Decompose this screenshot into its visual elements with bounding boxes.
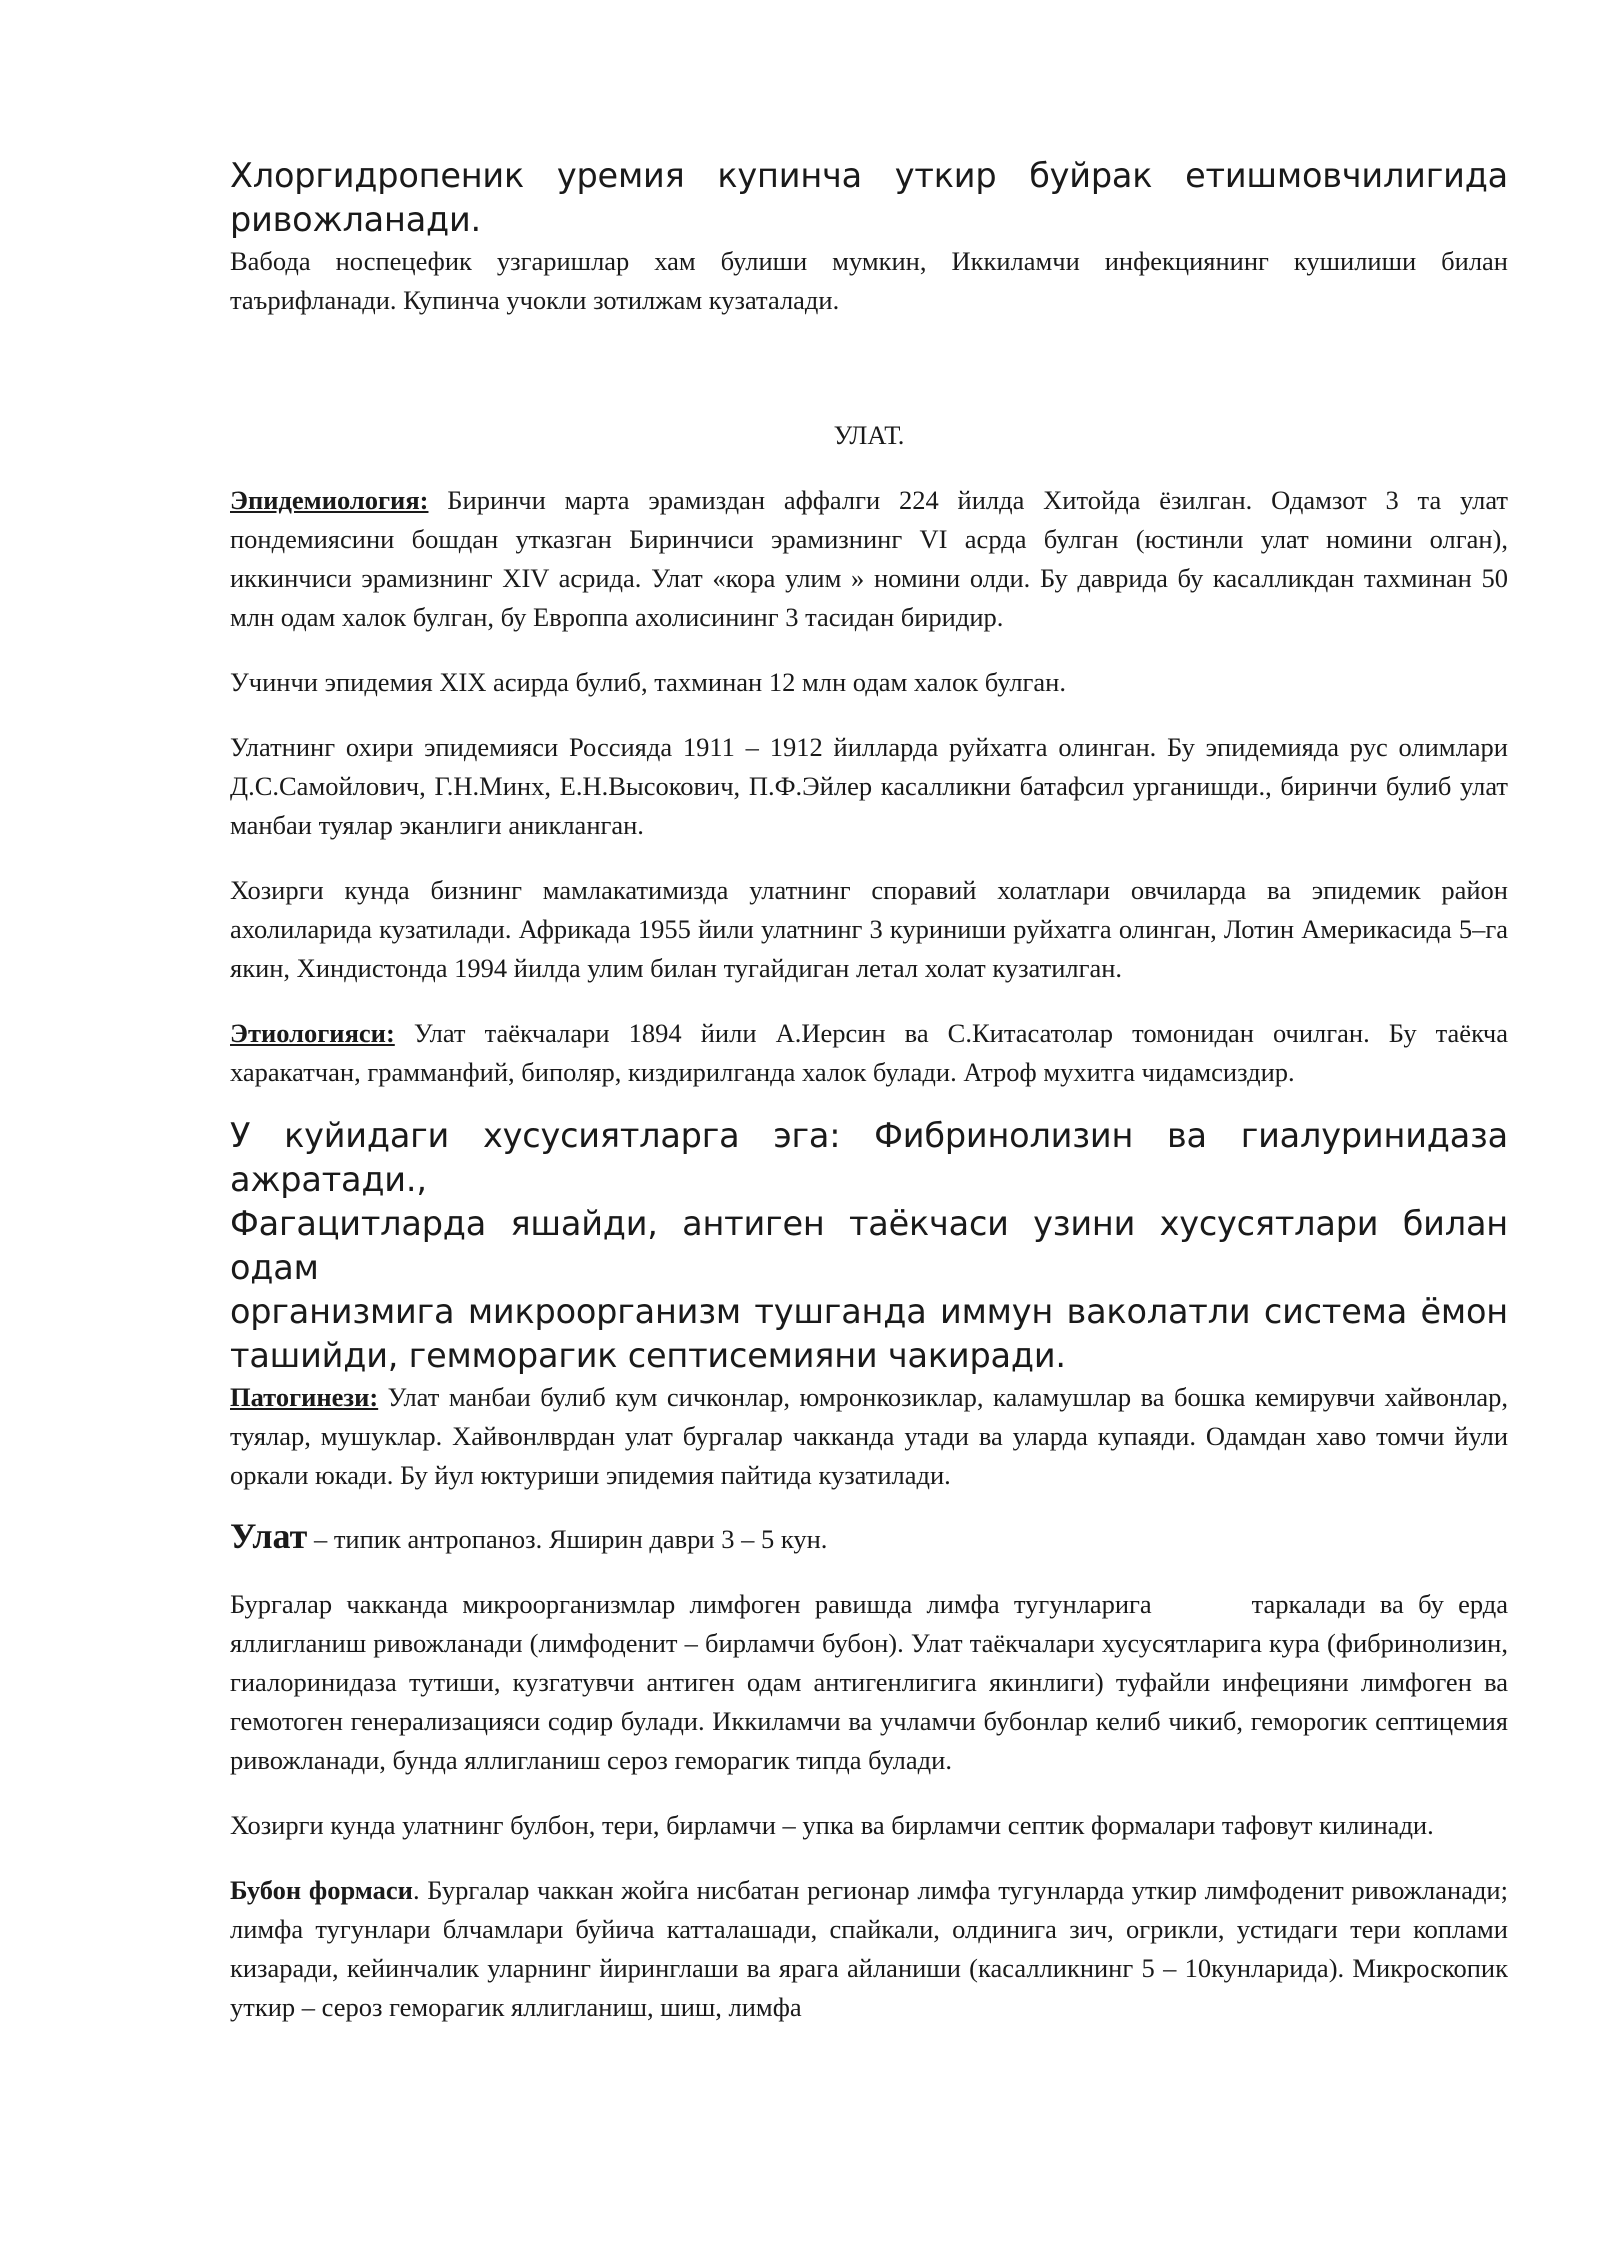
paragraph-third-epidemic: Учинчи эпидемия XIX асирда булиб, тахминан 12 млн одам халок булган. <box>230 667 1066 697</box>
pathogenesis-text: Улат манбаи булиб кум сичконлар, юмронкозиклар, каламушлар ва бошка кемирувчи хайвонлар, туялар, мушуклар. Хайвонлврдан улат бургалар чакканда утади ва уларда купаяди. Одамдан хаво томчи йули оркали юкади. Бу йул юктуриши эпидемия пайтида кузатилади. <box>230 1382 1508 1490</box>
properties-line-4: ташийди, гемморагик септисемияни чакиради. <box>230 1336 1066 1375</box>
epidemiology-heading: Эпидемиология: <box>230 485 429 515</box>
properties-line-1: У куйидаги хусусиятларга эга: Фибринолизин ва гиалуринидаза ажратади., <box>230 1116 1508 1199</box>
ulat-heading: Улат <box>230 1516 308 1556</box>
paragraph-uremia <box>230 154 1508 242</box>
paragraph-pathogenesis <box>230 1378 1508 1495</box>
paragraph-bubon <box>230 1871 1508 2027</box>
paragraph-forms: Хозирги кунда улатнинг булбон, тери, бирламчи – упка ва бирламчи септик формалари тафовут килинади. <box>230 1810 1434 1840</box>
etiology-heading: Этиологияси: <box>230 1018 395 1048</box>
paragraph-properties <box>230 1114 1508 1378</box>
bubon-text: . Бургалар чаккан жойга нисбатан регионар лимфа тугунларда уткир лимфоденит ривожланади; лимфа тугунлари блчамлари буйича катталашади, спайкали, олдинига зич, огрикли, устидаги тери коплами кизаради, кейинчалик уларнинг йиринглаши ва ярага айланиши (касалликнинг 5 – 10кунларида). Микроскопик уткир – сероз геморагик яллигланиш, шиш, лимфа <box>230 1875 1508 2022</box>
properties-line-2: Фагацитларда яшайди, антиген таёкчаси узини хусусятлари билан одам <box>230 1204 1508 1287</box>
properties-line-3: организмига микроорганизм тушганда иммун ваколатли система ёмон <box>230 1292 1508 1331</box>
pathogenesis-heading: Патогинези: <box>230 1382 379 1412</box>
paragraph-ulat-type <box>230 1517 1508 1559</box>
document-body <box>230 150 1515 2027</box>
section-title: УЛАТ. <box>833 420 905 450</box>
paragraph-nonspecific: Вабода носпецефик узгаришлар хам булиши мумкин, Иккиламчи инфекциянинг кушилиши билан таърифланади. Купинча учокли зотилжам кузаталади. <box>230 246 1508 315</box>
ulat-text: – типик антропаноз. Яширин даври 3 – 5 кун. <box>307 1524 828 1554</box>
etiology-text: Улат таёкчалари 1894 йили А.Иерсин ва С.Китасатолар томонидан очилган. Бу таёкча харакатчан, грамманфий, биполяр, киздирилганда халок булади. Атроф мухитга чидамсиздир. <box>230 1018 1508 1087</box>
bubon-heading: Бубон формаси <box>230 1875 413 1905</box>
paragraph-fleas: Бургалар чакканда микроорганизмлар лимфоген равишда лимфа тугунларига таркалади ва бу ерда яллигланиш ривожланади (лимфоденит – бирламчи бубон). Улат таёкчалари хусусятларига кура (фибринолизин, гиалоринидаза тутиши, кузгатувчи антиген одам антигенлигига якинлиги) туфайли инфецияни лимфоген ва гемотоген генерализацияси содир булади. Иккиламчи ва учламчи бубонлар келиб чикиб, геморогик септицемия ривожланади, бунда яллигланиш сероз геморагик типда булади. <box>230 1589 1515 1775</box>
epidemiology-text: Биринчи марта эрамиздан аффалги 224 йилда Хитойда ёзилган. Одамзот 3 та улат пондемиясини бошдан утказган Биринчиси эрамизнинг VI асрда булган (юстинли улат номини олган), иккинчиси эрамизнинг XIV асрида. Улат «кора улим » номини олди. Бу даврида бу касалликдан тахминан 50 млн одам халок булган, бу Европпа ахолисининг 3 тасидан биридир. <box>230 485 1508 632</box>
paragraph-epidemiology <box>230 481 1508 637</box>
paragraph-current-state: Хозирги кунда бизнинг мамлакатимизда улатнинг споравий холатлари овчиларда ва эпидемик район ахолиларида кузатилади. Африкада 1955 йили улатнинг 3 куриниши руйхатга олинган, Лотин Америкасида 5–га якин, Хиндистонда 1994 йилда улим билан тугайдиган летал холат кузатилган. <box>230 875 1508 983</box>
paragraph-last-epidemic: Улатнинг охири эпидемияси Россияда 1911 – 1912 йилларда руйхатга олинган. Бу эпидемияда рус олимлари Д.С.Самойлович, Г.Н.Минх, Е.Н.Высокович, П.Ф.Эйлер касалликни батафсил урганишди., биринчи булиб улат манбаи туялар эканлиги аникланган. <box>230 732 1508 840</box>
paragraph-etiology <box>230 1014 1508 1092</box>
uremia-line-1: Хлоргидропеник уремия купинча уткир буйрак етишмовчилигида <box>230 156 1508 195</box>
uremia-line-2: ривожланади. <box>230 200 482 239</box>
